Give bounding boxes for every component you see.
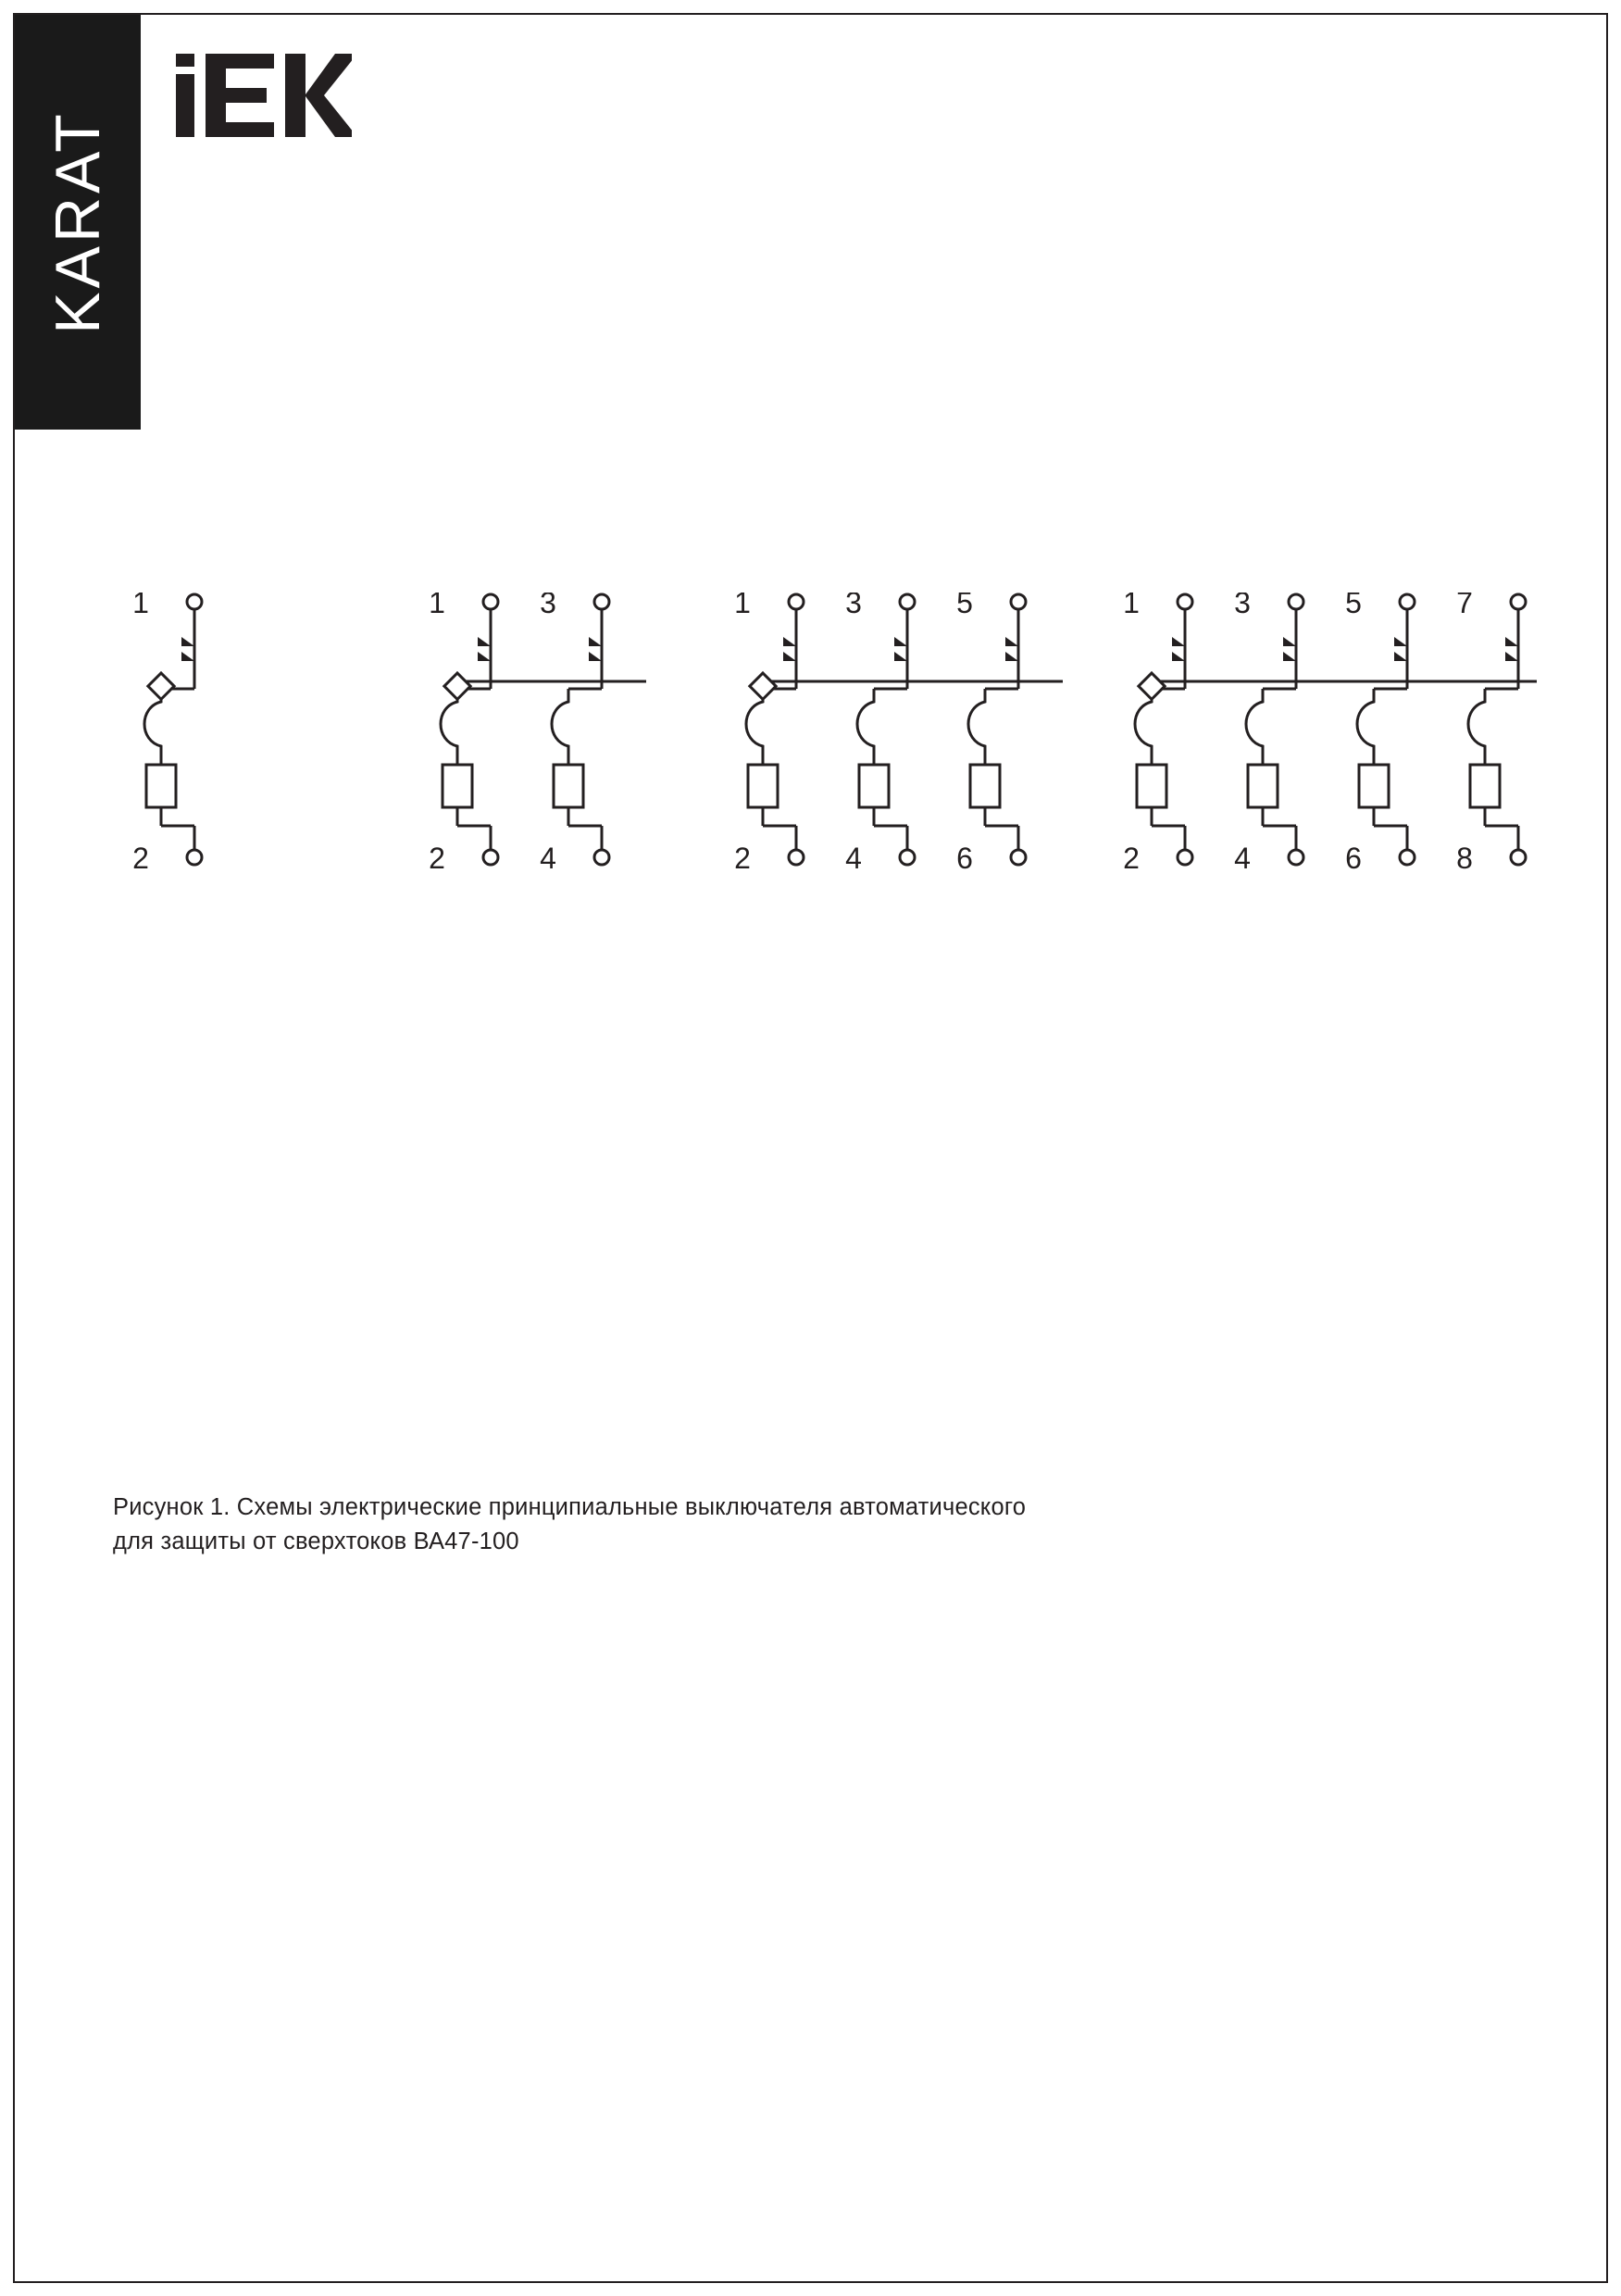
terminal-label-3: 3 (1234, 593, 1251, 619)
terminal-label-3: 3 (845, 593, 862, 619)
terminal-label-2: 2 (429, 842, 445, 875)
terminal-label-1: 1 (429, 593, 445, 619)
terminal-label-6: 6 (1345, 842, 1362, 875)
terminal-label-5: 5 (1345, 593, 1362, 619)
brand-tab-label: KARAT (43, 110, 113, 334)
terminal-label-1: 1 (1123, 593, 1140, 619)
schematic-diagram-group (93, 593, 1537, 981)
terminal-label-2: 2 (132, 842, 149, 875)
schematic-1p (132, 593, 202, 875)
terminal-label-1: 1 (734, 593, 751, 619)
page-border (13, 13, 1608, 2283)
figure-caption (113, 1491, 1316, 1559)
terminal-label-4: 4 (845, 842, 862, 875)
schematic-3p (734, 593, 1063, 875)
terminal-label-2: 2 (1123, 842, 1140, 875)
figure-caption-line-2: для защиты от сверхтоков ВА47-100 (113, 1528, 519, 1554)
figure-caption-line-1: Рисунок 1. Схемы электрические принципиальные выключателя автоматического (113, 1494, 1027, 1520)
terminal-label-3: 3 (540, 593, 556, 619)
iek-logo (176, 54, 352, 137)
schematic-4p (1123, 593, 1537, 875)
schematic-2p (429, 593, 646, 875)
terminal-label-7: 7 (1456, 593, 1473, 619)
brand-tab (15, 15, 141, 430)
terminal-label-6: 6 (956, 842, 973, 875)
terminal-label-4: 4 (1234, 842, 1251, 875)
terminal-label-8: 8 (1456, 842, 1473, 875)
terminal-label-4: 4 (540, 842, 556, 875)
terminal-label-1: 1 (132, 593, 149, 619)
terminal-label-5: 5 (956, 593, 973, 619)
terminal-label-2: 2 (734, 842, 751, 875)
